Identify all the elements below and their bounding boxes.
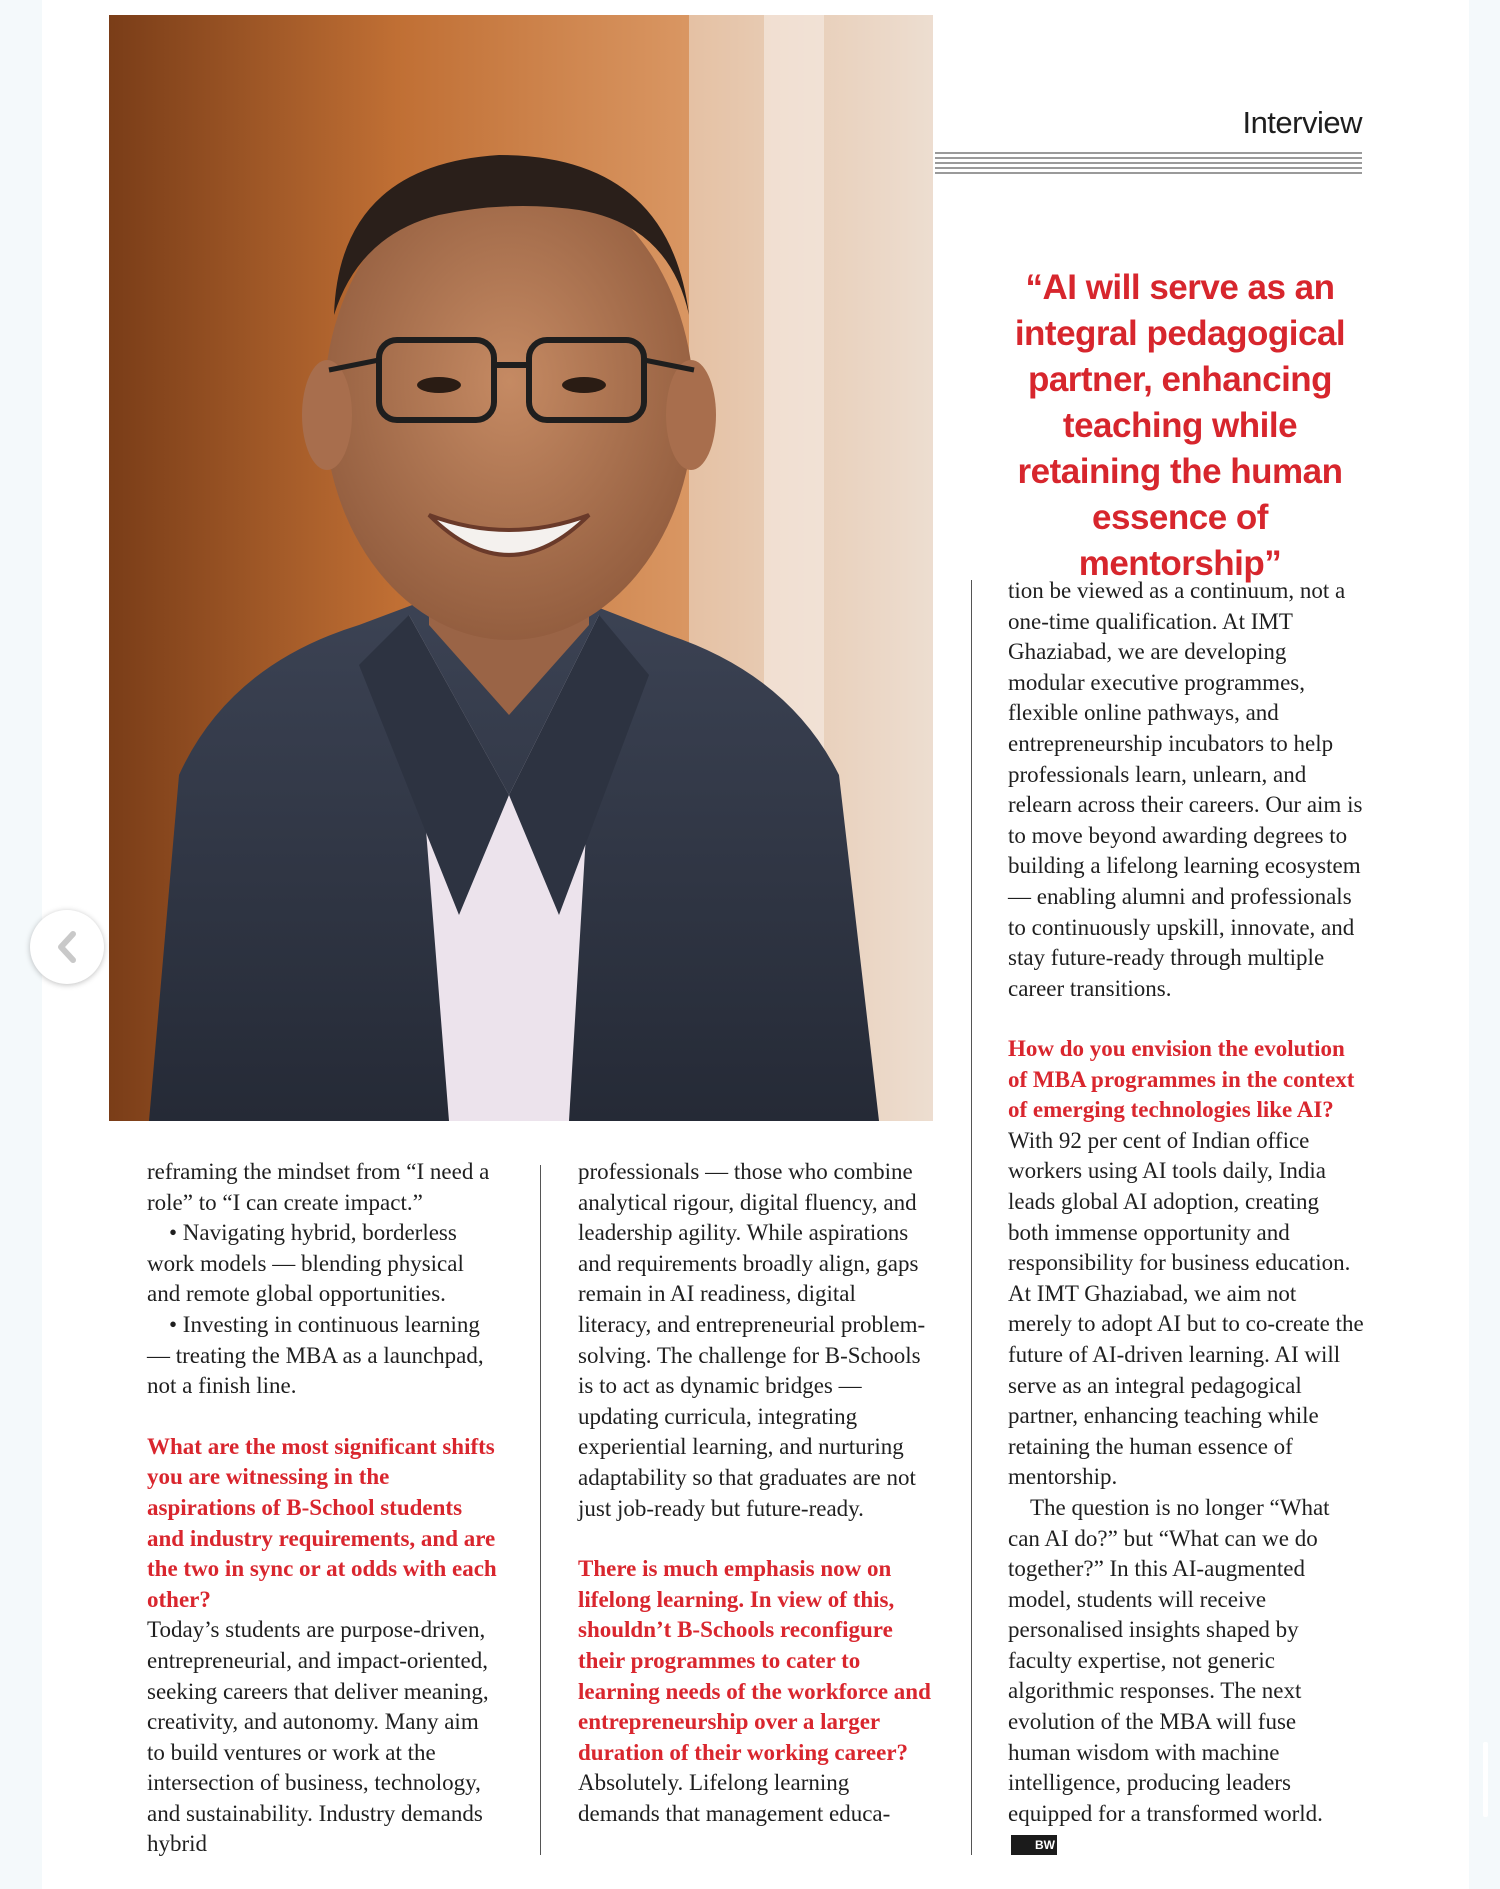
scroll-indicator [1483, 1742, 1488, 1817]
paragraph: tion be viewed as a continuum, not a one-time qualification. At IMT Ghaziabad, we are developing modular executive programmes, flexible online pathways, and entrepreneurship incubators to help professionals learn, unlearn, and relearn across their careers. Our aim is to move beyond awarding degrees to building a lifelong learning ecosystem — enabling alumni and professionals to continuously upskill, innovate, and stay future-ready through multiple career transitions. [1008, 578, 1363, 1001]
pull-quote: “AI will serve as an integral pedagogical partner, enhancing teaching while retaining the human essence of mentorship” [1014, 268, 1346, 583]
column-divider [971, 580, 972, 1855]
interview-question: There is much emphasis now on lifelong learning. In view of this, shouldn’t B-Schools reconfigure their programmes to cater to learning needs of the workforce and entrepreneurship over a larger duration of their working career? [578, 1556, 931, 1765]
interviewee-photo [109, 15, 933, 1121]
interview-question: How do you envision the evolution of MBA programmes in the context of emerging technologies like AI? [1008, 1036, 1355, 1123]
end-mark-logo: BW [1011, 1835, 1057, 1855]
interview-answer: Today’s students are purpose-driven, entrepreneurial, and impact-oriented, seeking careers that deliver meaning, creativity, and autonomy. Many aim to build ventures or work at the intersection of business, technology, and sustainability. Industry demands hybrid [147, 1617, 489, 1857]
interview-answer: Absolutely. Lifelong learning demands that management educa- [578, 1770, 891, 1826]
article-column-2 [578, 1157, 934, 1829]
header-rules [935, 152, 1362, 177]
article-column-3-bottom [1008, 1034, 1364, 1860]
column-divider [540, 1165, 541, 1855]
answer-text: The question is no longer “What can AI do?” but “What can we do together?” In this AI-augmented model, students will receive personalised insights shaped by faculty expertise, not generic algorithmic responses. The next evolution of the MBA will fuse human wisdom with machine intelligence, producing leaders equipped for a transformed world. [1008, 1494, 1330, 1826]
interview-answer [1008, 1493, 1364, 1860]
paragraph: professionals — those who combine analytical rigour, digital fluency, and leadership agility. While aspirations and requirements broadly align, gaps remain in AI readiness, digital literacy, and entrepreneurial problem-solving. The challenge for B-Schools is to act as dynamic bridges — updating curricula, integrating experiential learning, and nurturing adaptability so that graduates are not just job-ready but future-ready. [578, 1159, 926, 1521]
interview-question: What are the most significant shifts you are witnessing in the aspirations of B-School students and industry requirements, and are the two in sync or at odds with each other? [147, 1433, 497, 1612]
article-column-3-top [1008, 576, 1364, 1004]
paragraph: reframing the mindset from “I need a role” to “I can create impact.” [147, 1159, 490, 1215]
chevron-left-icon [54, 930, 80, 964]
bullet-item: • Investing in continuous learning — treating the MBA as a launchpad, not a finish line. [147, 1311, 484, 1399]
section-label: Interview [1242, 105, 1362, 140]
article-column-1 [147, 1157, 502, 1860]
carousel-prev-button[interactable] [30, 910, 104, 984]
bullet-item: • Navigating hybrid, borderless work models — blending physical and remote global opportunities. [147, 1220, 464, 1307]
top-strip [42, 0, 1469, 14]
interview-answer: With 92 per cent of Indian office workers using AI tools daily, India leads global AI adoption, creating both immense opportunity and responsibility for business education. At IMT Ghaziabad, we aim not merely to adopt AI but to co-create the future of AI-driven learning. AI will serve as an integral pedagogical partner, enhancing teaching while retaining the human essence of mentorship. [1008, 1127, 1364, 1490]
